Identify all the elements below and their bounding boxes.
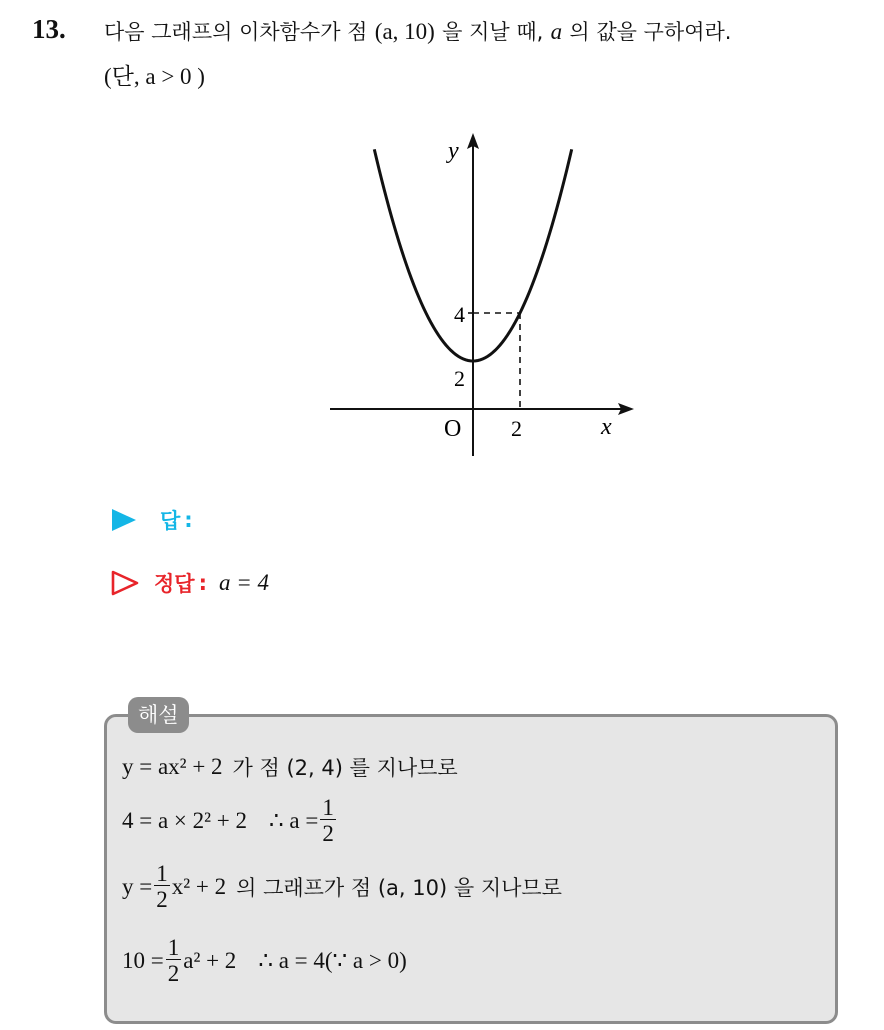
correct-answer-value: a = 4 <box>218 570 270 595</box>
x-axis-label: x <box>601 414 612 440</box>
fraction-denominator: 2 <box>167 961 180 986</box>
play-outline-icon <box>110 569 140 597</box>
question-text-before: 다음 그래프의 이차함수가 점 <box>104 20 368 44</box>
question-number: 13. <box>32 14 66 44</box>
fraction-one-half <box>154 862 170 911</box>
solution-line-1 <box>122 752 458 782</box>
correct-answer-colon: : <box>198 571 207 595</box>
solution-line-4-rest: a² + 2 <box>183 947 237 973</box>
answer-colon: : <box>184 508 193 532</box>
parabola-graph <box>320 128 650 468</box>
question-point: (a, 10) <box>374 19 435 44</box>
y-tick-label-2: 2 <box>454 366 465 391</box>
fraction-one-half <box>166 936 182 985</box>
solution-line-4-result: ∴ a = 4(∵ a > 0) <box>258 947 407 973</box>
question-text-after: 을 지날 때, <box>442 20 544 44</box>
solution-line-4 <box>122 936 407 985</box>
answer-row <box>110 503 205 537</box>
answer-label: 답 <box>160 509 181 533</box>
correct-answer-label: 정답 <box>154 572 195 596</box>
question-text <box>104 16 731 46</box>
origin-label: O <box>444 416 462 442</box>
fraction-denominator: 2 <box>322 821 334 846</box>
fraction-numerator: 1 <box>156 861 168 886</box>
question-condition <box>104 58 205 91</box>
y-axis-label: y <box>448 138 459 164</box>
solution-line-1-text: 가 점 (2, 4) 를 지나므로 <box>232 756 458 780</box>
fraction-numerator: 1 <box>167 935 180 960</box>
correct-answer-row <box>110 566 269 600</box>
question-condition-text: (단, a > 0 ) <box>104 64 205 89</box>
solution-line-2-result: ∴ a = <box>269 807 319 833</box>
solution-line-2 <box>122 796 338 845</box>
play-icon <box>110 506 138 534</box>
fraction-denominator: 2 <box>156 887 168 912</box>
solution-line-1-eq: y = ax² + 2 <box>122 754 223 779</box>
x-tick-label-2: 2 <box>511 416 522 441</box>
fraction-numerator: 1 <box>322 795 334 820</box>
fraction-one-half <box>320 796 336 845</box>
question-var: a <box>550 19 563 44</box>
question-text-end: 의 값을 구하여라. <box>569 20 732 44</box>
solution-line-3-rest: x² + 2 <box>171 873 227 899</box>
solution-tab: 해설 <box>128 697 189 733</box>
solution-line-3 <box>122 862 562 911</box>
solution-line-3-text: 의 그래프가 점 (a, 10) 을 지나므로 <box>236 875 562 900</box>
solution-line-4-lhs: 10 = <box>122 947 164 973</box>
solution-line-2-eq: 4 = a × 2² + 2 <box>122 807 248 833</box>
y-tick-label-4: 4 <box>454 302 465 327</box>
solution-line-3-lhs: y = <box>122 873 153 899</box>
